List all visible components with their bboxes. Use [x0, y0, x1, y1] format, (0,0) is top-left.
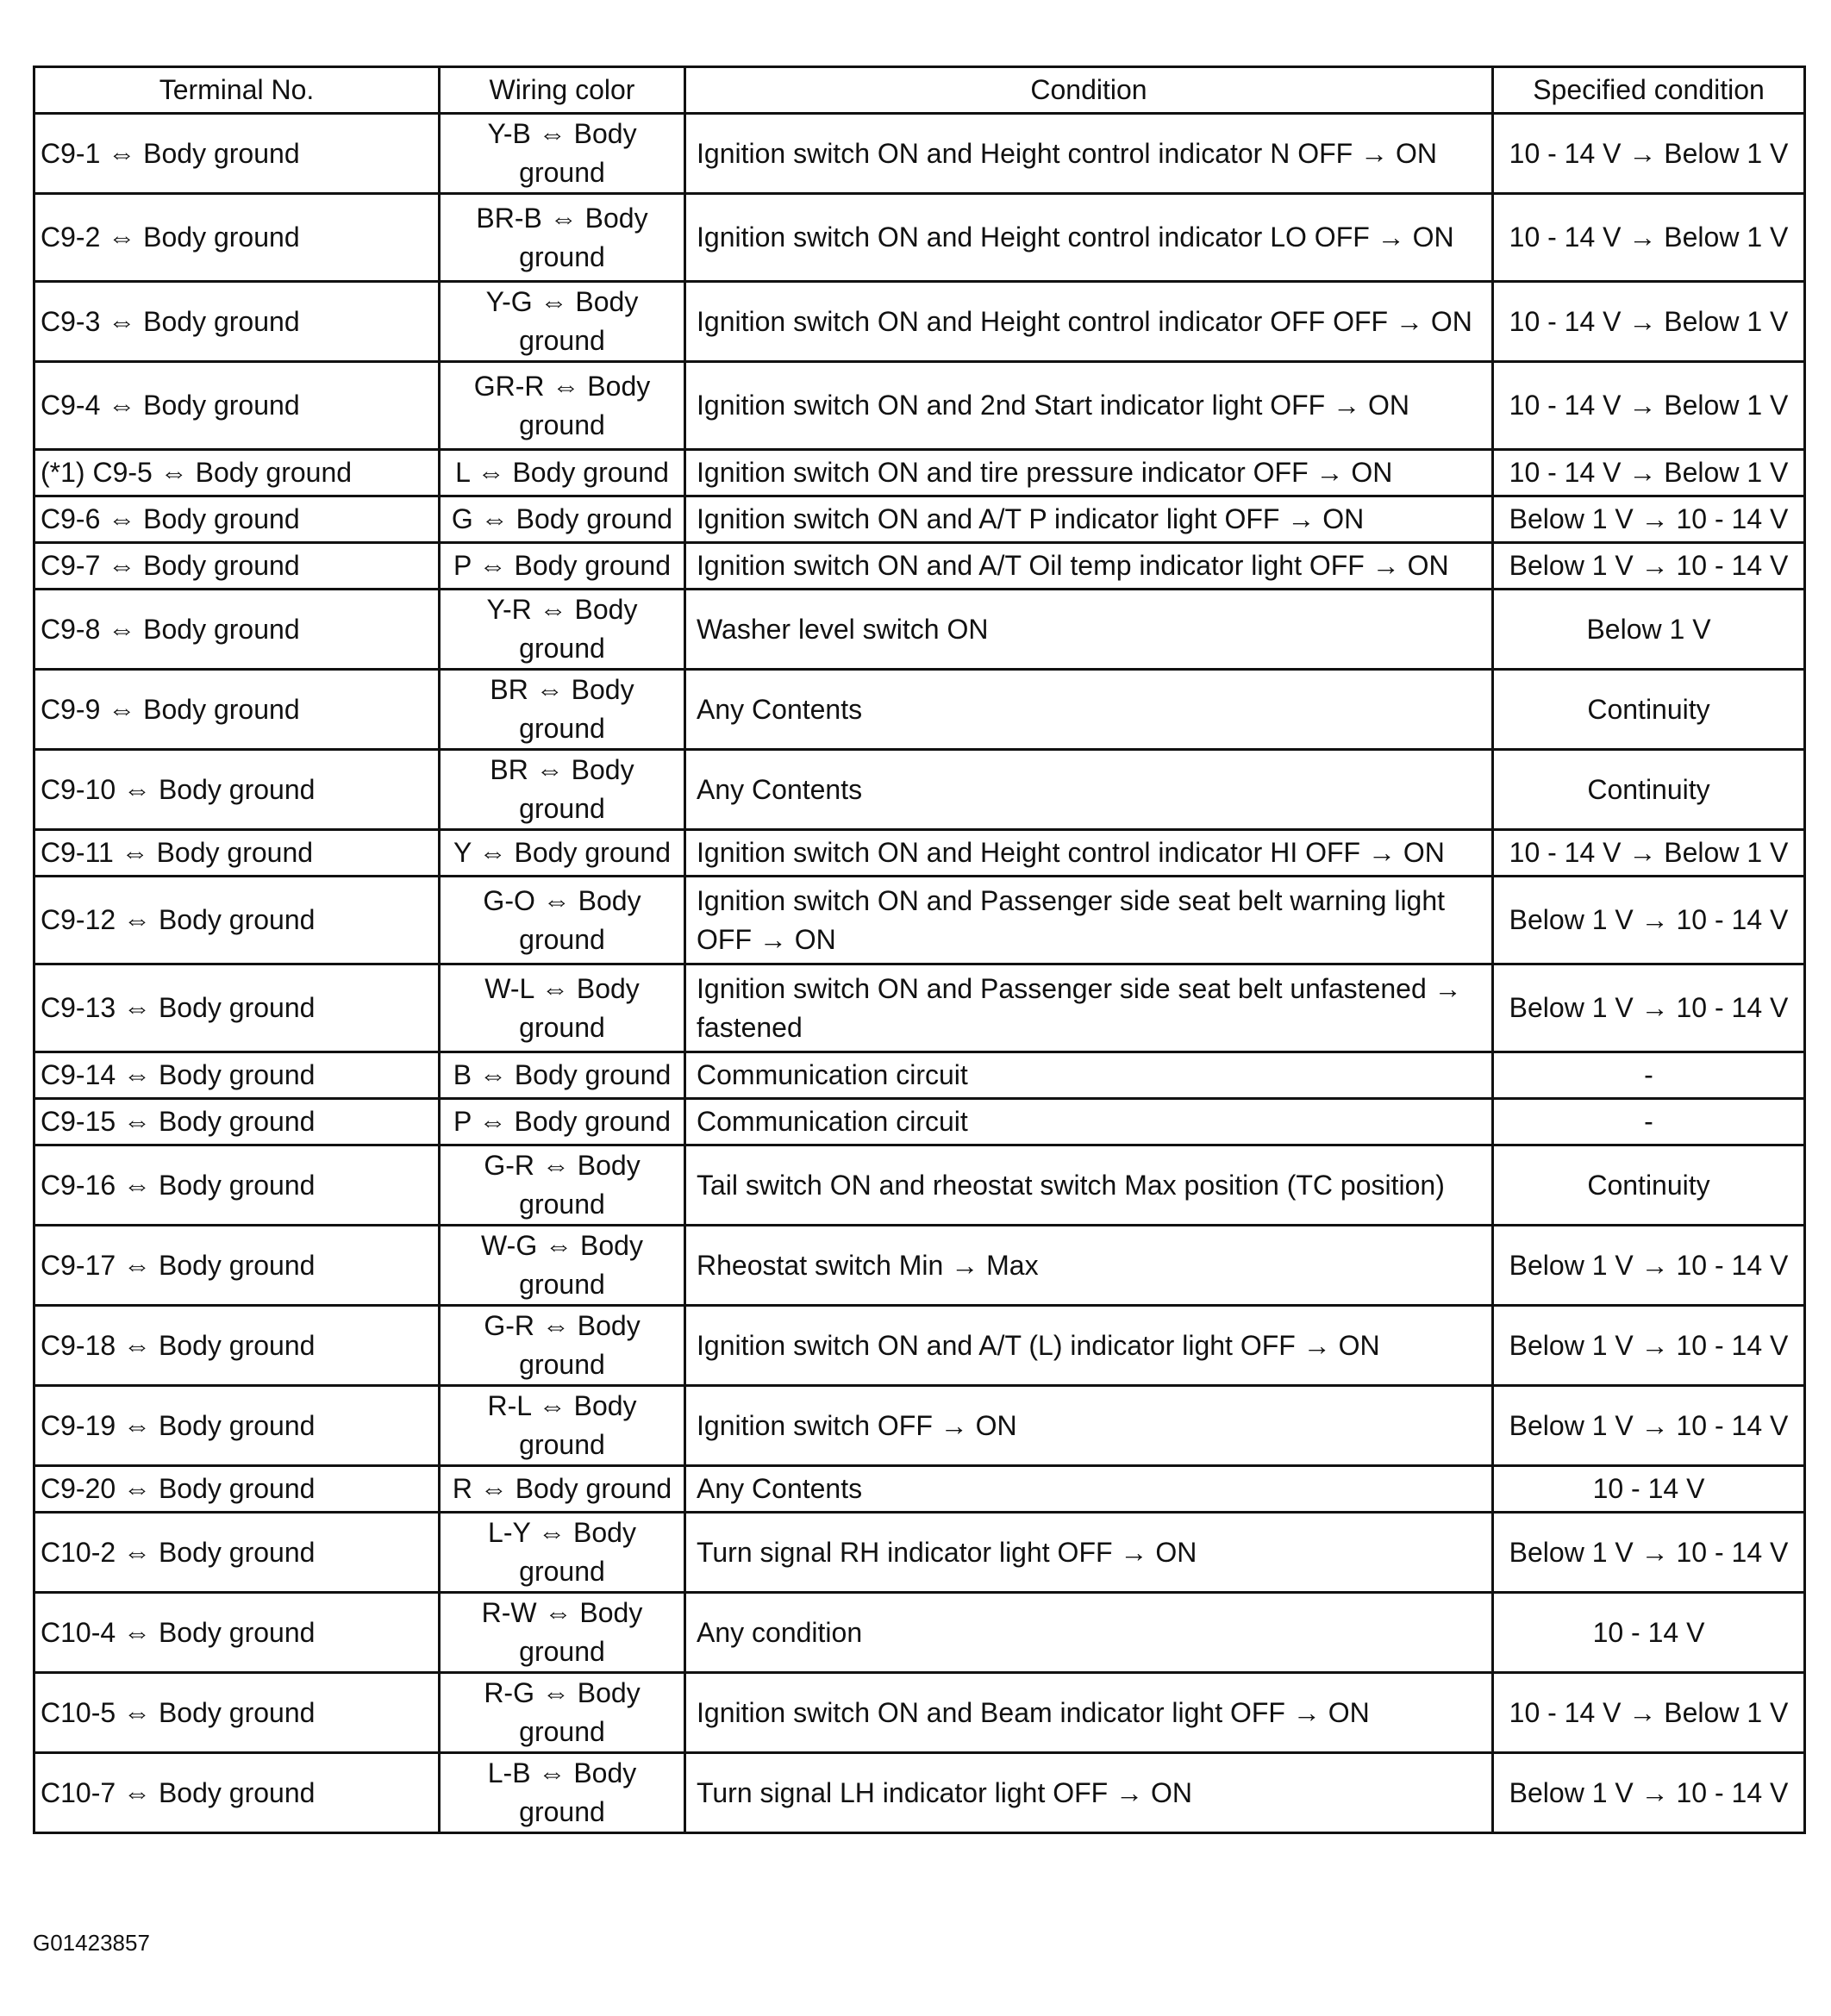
wiring-color-cell: GR-R ⇔ Body ground: [440, 362, 685, 450]
table-row: [34, 114, 1805, 194]
condition-cell: Ignition switch ON and tire pressure indicator OFF → ON: [685, 450, 1493, 496]
header-terminal-no: Terminal No.: [34, 67, 440, 114]
condition-cell: Ignition switch ON and Height control indicator N OFF → ON: [685, 114, 1493, 194]
specified-condition-cell: 10 - 14 V → Below 1 V: [1493, 1673, 1805, 1753]
terminal-cell: C9-17 ⇔ Body ground: [34, 1226, 440, 1306]
header-specified-condition: Specified condition: [1493, 67, 1805, 114]
condition-cell: Ignition switch ON and Passenger side seat belt unfastened → fastened: [685, 964, 1493, 1052]
terminal-cell: C9-13 ⇔ Body ground: [34, 964, 440, 1052]
wiring-color-cell: L-B ⇔ Body ground: [440, 1753, 685, 1833]
specified-condition-cell: 10 - 14 V: [1493, 1466, 1805, 1513]
condition-cell: Ignition switch ON and A/T P indicator light OFF → ON: [685, 496, 1493, 543]
specified-condition-cell: 10 - 14 V: [1493, 1593, 1805, 1673]
table-row: [34, 1306, 1805, 1386]
specified-condition-cell: Below 1 V → 10 - 14 V: [1493, 964, 1805, 1052]
table-row: [34, 877, 1805, 964]
table-row: [34, 1466, 1805, 1513]
wiring-color-cell: R ⇔ Body ground: [440, 1466, 685, 1513]
condition-cell: Tail switch ON and rheostat switch Max position (TC position): [685, 1145, 1493, 1226]
specified-condition-cell: 10 - 14 V → Below 1 V: [1493, 362, 1805, 450]
table-body: [34, 114, 1805, 1833]
condition-cell: Ignition switch ON and Passenger side seat belt warning light OFF → ON: [685, 877, 1493, 964]
table-row: [34, 1386, 1805, 1466]
specified-condition-cell: Below 1 V → 10 - 14 V: [1493, 496, 1805, 543]
wiring-color-cell: G-R ⇔ Body ground: [440, 1306, 685, 1386]
table-row: [34, 670, 1805, 750]
terminal-cell: C9-1 ⇔ Body ground: [34, 114, 440, 194]
table-row: [34, 362, 1805, 450]
wiring-color-cell: Y-G ⇔ Body ground: [440, 282, 685, 362]
table-row: [34, 1145, 1805, 1226]
terminal-cell: C10-7 ⇔ Body ground: [34, 1753, 440, 1833]
specified-condition-cell: 10 - 14 V → Below 1 V: [1493, 114, 1805, 194]
terminal-cell: C9-4 ⇔ Body ground: [34, 362, 440, 450]
condition-cell: Any Contents: [685, 750, 1493, 830]
terminal-cell: C10-5 ⇔ Body ground: [34, 1673, 440, 1753]
specified-condition-cell: Below 1 V → 10 - 14 V: [1493, 1513, 1805, 1593]
table-row: [34, 1673, 1805, 1753]
terminal-cell: C9-11 ⇔ Body ground: [34, 830, 440, 877]
table-row: [34, 194, 1805, 282]
condition-cell: Any Contents: [685, 670, 1493, 750]
specified-condition-cell: -: [1493, 1052, 1805, 1099]
wiring-color-cell: B ⇔ Body ground: [440, 1052, 685, 1099]
wiring-color-cell: Y ⇔ Body ground: [440, 830, 685, 877]
wiring-color-cell: P ⇔ Body ground: [440, 1099, 685, 1145]
terminal-cell: (*1) C9-5 ⇔ Body ground: [34, 450, 440, 496]
condition-cell: Rheostat switch Min → Max: [685, 1226, 1493, 1306]
table-row: [34, 1593, 1805, 1673]
condition-cell: Ignition switch ON and Beam indicator light OFF → ON: [685, 1673, 1493, 1753]
wiring-color-cell: P ⇔ Body ground: [440, 543, 685, 590]
specified-condition-cell: 10 - 14 V → Below 1 V: [1493, 450, 1805, 496]
table-row: [34, 1226, 1805, 1306]
condition-cell: Ignition switch ON and 2nd Start indicator light OFF → ON: [685, 362, 1493, 450]
specified-condition-cell: 10 - 14 V → Below 1 V: [1493, 194, 1805, 282]
terminal-cell: C9-2 ⇔ Body ground: [34, 194, 440, 282]
header-condition: Condition: [685, 67, 1493, 114]
terminal-cell: C10-2 ⇔ Body ground: [34, 1513, 440, 1593]
table-row: [34, 496, 1805, 543]
wiring-color-cell: W-L ⇔ Body ground: [440, 964, 685, 1052]
specified-condition-cell: Below 1 V → 10 - 14 V: [1493, 543, 1805, 590]
specified-condition-cell: 10 - 14 V → Below 1 V: [1493, 830, 1805, 877]
terminal-cell: C9-6 ⇔ Body ground: [34, 496, 440, 543]
wiring-color-cell: W-G ⇔ Body ground: [440, 1226, 685, 1306]
wiring-color-cell: G-R ⇔ Body ground: [440, 1145, 685, 1226]
condition-cell: Ignition switch ON and Height control indicator LO OFF → ON: [685, 194, 1493, 282]
wiring-color-cell: Y-R ⇔ Body ground: [440, 590, 685, 670]
wiring-color-cell: R-G ⇔ Body ground: [440, 1673, 685, 1753]
table-row: [34, 1099, 1805, 1145]
table-row: [34, 1513, 1805, 1593]
table-row: [34, 750, 1805, 830]
table-row: [34, 1052, 1805, 1099]
terminal-cell: C9-12 ⇔ Body ground: [34, 877, 440, 964]
header-wiring-color: Wiring color: [440, 67, 685, 114]
specified-condition-cell: Below 1 V: [1493, 590, 1805, 670]
terminal-cell: C9-19 ⇔ Body ground: [34, 1386, 440, 1466]
condition-cell: Ignition switch ON and Height control indicator HI OFF → ON: [685, 830, 1493, 877]
table-row: [34, 830, 1805, 877]
condition-cell: Ignition switch ON and A/T Oil temp indicator light OFF → ON: [685, 543, 1493, 590]
table-row: [34, 450, 1805, 496]
table-header-row: [34, 67, 1805, 114]
terminal-cell: C9-20 ⇔ Body ground: [34, 1466, 440, 1513]
terminal-cell: C9-15 ⇔ Body ground: [34, 1099, 440, 1145]
wiring-color-cell: BR ⇔ Body ground: [440, 670, 685, 750]
wiring-color-cell: L-Y ⇔ Body ground: [440, 1513, 685, 1593]
wiring-color-cell: R-W ⇔ Body ground: [440, 1593, 685, 1673]
wiring-color-cell: Y-B ⇔ Body ground: [440, 114, 685, 194]
condition-cell: Any Contents: [685, 1466, 1493, 1513]
condition-cell: Communication circuit: [685, 1052, 1493, 1099]
specified-condition-cell: Below 1 V → 10 - 14 V: [1493, 1753, 1805, 1833]
specified-condition-cell: Below 1 V → 10 - 14 V: [1493, 1226, 1805, 1306]
terminal-cell: C9-16 ⇔ Body ground: [34, 1145, 440, 1226]
terminal-cell: C10-4 ⇔ Body ground: [34, 1593, 440, 1673]
table-row: [34, 282, 1805, 362]
condition-cell: Ignition switch ON and Height control indicator OFF OFF → ON: [685, 282, 1493, 362]
terminal-cell: C9-7 ⇔ Body ground: [34, 543, 440, 590]
table-row: [34, 964, 1805, 1052]
table-row: [34, 543, 1805, 590]
specified-condition-cell: -: [1493, 1099, 1805, 1145]
specified-condition-cell: Continuity: [1493, 1145, 1805, 1226]
specified-condition-cell: Below 1 V → 10 - 14 V: [1493, 1386, 1805, 1466]
wiring-color-cell: BR ⇔ Body ground: [440, 750, 685, 830]
table-row: [34, 1753, 1805, 1833]
terminal-cell: C9-3 ⇔ Body ground: [34, 282, 440, 362]
terminal-cell: C9-10 ⇔ Body ground: [34, 750, 440, 830]
condition-cell: Any condition: [685, 1593, 1493, 1673]
table-row: [34, 590, 1805, 670]
terminal-cell: C9-9 ⇔ Body ground: [34, 670, 440, 750]
condition-cell: Turn signal RH indicator light OFF → ON: [685, 1513, 1493, 1593]
terminal-cell: C9-14 ⇔ Body ground: [34, 1052, 440, 1099]
specified-condition-cell: Continuity: [1493, 750, 1805, 830]
specified-condition-cell: 10 - 14 V → Below 1 V: [1493, 282, 1805, 362]
condition-cell: Turn signal LH indicator light OFF → ON: [685, 1753, 1493, 1833]
specified-condition-cell: Continuity: [1493, 670, 1805, 750]
specified-condition-cell: Below 1 V → 10 - 14 V: [1493, 1306, 1805, 1386]
specified-condition-cell: Below 1 V → 10 - 14 V: [1493, 877, 1805, 964]
condition-cell: Communication circuit: [685, 1099, 1493, 1145]
terminal-spec-table: [33, 66, 1806, 1834]
condition-cell: Washer level switch ON: [685, 590, 1493, 670]
figure-id: G01423857: [33, 1930, 150, 1956]
terminal-cell: C9-18 ⇔ Body ground: [34, 1306, 440, 1386]
terminal-cell: C9-8 ⇔ Body ground: [34, 590, 440, 670]
condition-cell: Ignition switch OFF → ON: [685, 1386, 1493, 1466]
wiring-color-cell: R-L ⇔ Body ground: [440, 1386, 685, 1466]
wiring-color-cell: G-O ⇔ Body ground: [440, 877, 685, 964]
wiring-color-cell: L ⇔ Body ground: [440, 450, 685, 496]
wiring-color-cell: G ⇔ Body ground: [440, 496, 685, 543]
condition-cell: Ignition switch ON and A/T (L) indicator light OFF → ON: [685, 1306, 1493, 1386]
wiring-color-cell: BR-B ⇔ Body ground: [440, 194, 685, 282]
